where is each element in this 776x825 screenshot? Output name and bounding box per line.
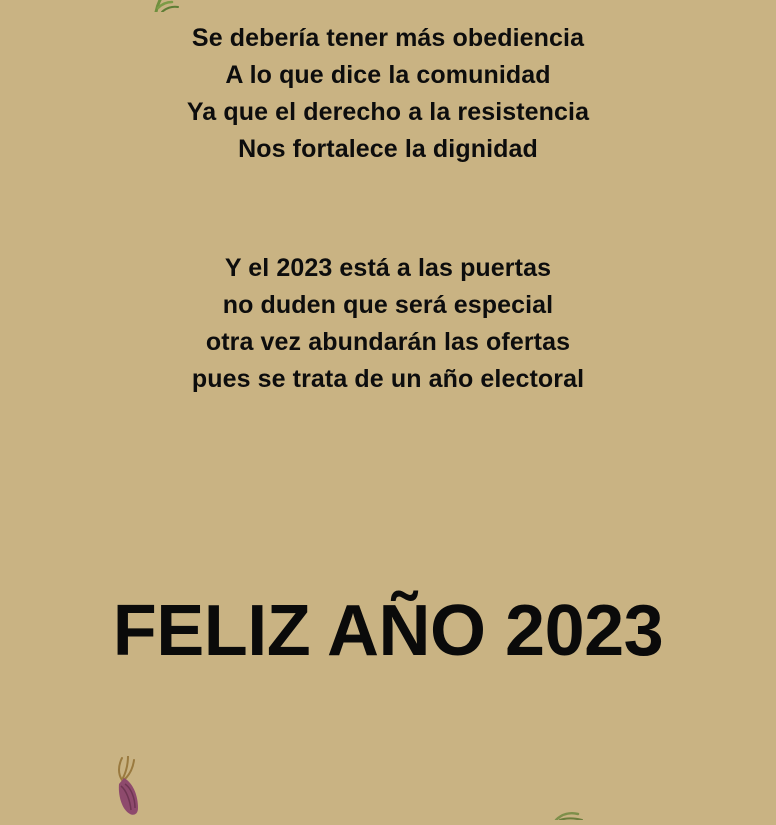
stanza-one bbox=[0, 20, 776, 168]
stanza-two-line: no duden que será especial bbox=[222, 291, 554, 319]
stanza-one-line: Nos fortalece la dignidad bbox=[238, 135, 538, 163]
corn-husk-icon bbox=[554, 798, 590, 820]
stanza-two bbox=[0, 250, 776, 398]
stanza-two-line: otra vez abundarán las ofertas bbox=[205, 328, 571, 356]
corn-stalk-icon bbox=[148, 0, 188, 12]
corn-cob-icon bbox=[104, 756, 164, 816]
stanza-one-line: A lo que dice la comunidad bbox=[225, 61, 551, 89]
stanza-one-line: Se debería tener más obediencia bbox=[191, 24, 585, 52]
stanza-two-line: Y el 2023 está a las puertas bbox=[224, 254, 552, 282]
stanza-two-line: pues se trata de un año electoral bbox=[191, 365, 585, 393]
stanza-one-line: Ya que el derecho a la resistencia bbox=[186, 98, 590, 126]
greeting-headline: FELIZ AÑO 2023 bbox=[112, 591, 664, 671]
